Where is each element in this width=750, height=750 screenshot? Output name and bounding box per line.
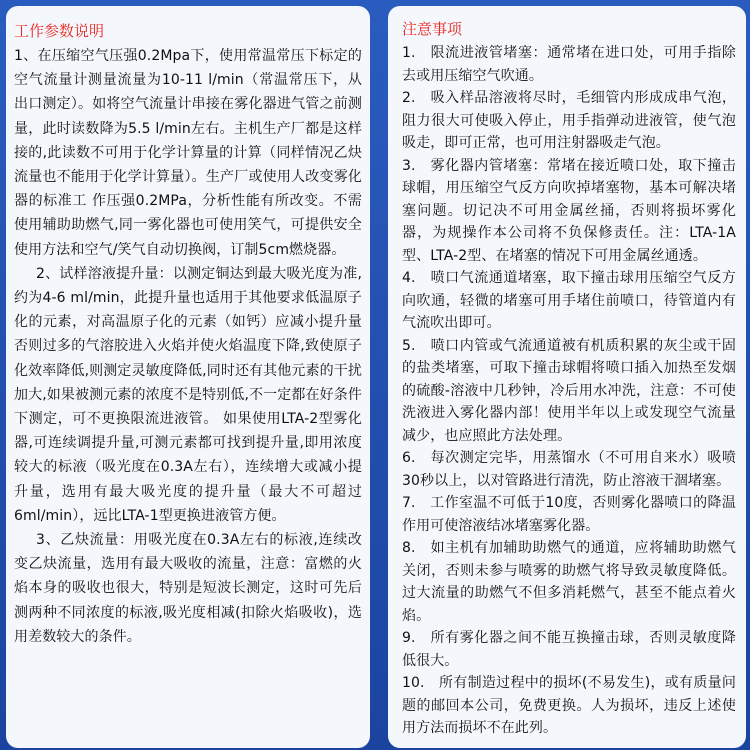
precaution-item: 2. 吸入样品溶液将尽时，毛细管内形成成串气泡，阻力很大可使吸入停止，用手指弹动进液管，使气泡吸走，即可正常，也可用注射器吸走气泡。	[402, 90, 736, 151]
precaution-item: 10. 所有制造过程中的损坏(不易发生)，或有质量问题的邮回本公司，免费更换。人为损坏，违反上述使用方法而损坏不在此列。	[402, 675, 736, 736]
precaution-item: 7. 工作室温不可低于10度，否则雾化器喷口的降温作用可使溶液结冰堵塞雾化器。	[402, 495, 736, 534]
precaution-item: 4. 喷口气流通道堵塞，取下撞击球用压缩空气反方向吹通，轻微的堵塞可用手堵住前喷口，待管道内有气流吹出即可。	[402, 270, 736, 331]
precaution-item: 6. 每次测定完毕，用蒸馏水（不可用自来水）吸喷30秒以上，以对管路进行清洗，防止溶液干涸堵塞。	[402, 450, 736, 489]
work-parameters-title: 工作参数说明	[14, 22, 105, 40]
precautions-title: 注意事项	[402, 20, 463, 38]
parameter-paragraph-pressure: 1、在压缩空气压强0.2Mpa下，使用常温常压下标定的空气流量计测量流量为10-11 l/min（常温常压下，从出口测定）。如将空气流量计串接在雾化器进气管之前测量，此时读数降为5.5 l/min左右。主机生产厂都是这样接的,此读数不可用于化学计算量的计算（同样情况乙炔流量也不能用于化学计算量）。生产厂或使用人改变雾化器的标准工 作压强0.2MPa，分析性能有所改变。不需使用辅助助燃气,同一雾化器也可使用笑气，可提供安全使用方法和空气/笑气自动切换阀，订制5cm燃烧器。	[14, 48, 362, 258]
precaution-item: 1. 限流进液管堵塞：通常堵在进口处，可用手指除去或用压缩空气吹通。	[402, 45, 736, 84]
work-parameters-panel	[6, 6, 370, 748]
parameter-paragraph-acetylene: 3、乙炔流量：用吸光度在0.3A左右的标液,连续改变乙炔流量，选用有最大吸收的流量，注意：富燃的火焰本身的吸收也很大，特别是短波长测定，这时可先后测两种不同浓度的标液,吸光度相减(扣除火焰吸收)，选用差数较大的条件。	[14, 532, 362, 645]
precaution-item: 5. 喷口内管或气流通道被有机质积累的灰尘或干固的盐类堵塞，可取下撞击球帽将喷口插入加热至发烟的硫酸-溶液中几秒钟，冷后用水冲洗，注意：不可使洗液进入雾化器内部！使用半年以上或发现空气流量减少，也应照此方法处理。	[402, 337, 736, 444]
precaution-item: 3. 雾化器内管堵塞：常堵在接近喷口处，取下撞击球帽，用压缩空气反方向吹掉堵塞物，基本可解决堵塞问题。切记决不可用金属丝捅，否则将损坏雾化器，为规操作本公司将不负保修责任。注：LTA-1A型、LTA-2型、在堵塞的情况下可用金属丝通透。	[402, 157, 736, 264]
precaution-item: 9. 所有雾化器之间不能互换撞击球，否则灵敏度降低很大。	[402, 630, 736, 669]
precautions-panel	[388, 6, 746, 748]
precaution-item: 8. 如主机有加辅助助燃气的通道，应将辅助助燃气关闭，否则未参与喷雾的助燃气将导致灵敏度降低。过大流量的助燃气不但多消耗燃气，甚至不能点着火焰。	[402, 540, 736, 624]
parameter-paragraph-uptake: 2、试样溶液提升量：以测定铜达到最大吸光度为准,约为4-6 ml/min，此提升量也适用于其他要求低温原子化的元素，对高温原子化的元素（如钙）应减小提升量否则过多的气溶胶进入火焰并使火焰温度下降,致使原子 化效率降低,则测定灵敏度降低,同时还有其他元素的干扰加大,如果被测元素的浓度不是特别低,不一定都在好条件下测定，可不更换限流进液管。 如果使用LTA-2型雾化器,可连续调提升量,可测元素都可找到提升量,即用浓度较大的标液（吸光度在0.3A左右），连续增大或减小提升量，选用有最大吸光度的提升量（最大不可超过6ml/min），远比LTA-1型更换进液管方便。	[14, 265, 362, 524]
